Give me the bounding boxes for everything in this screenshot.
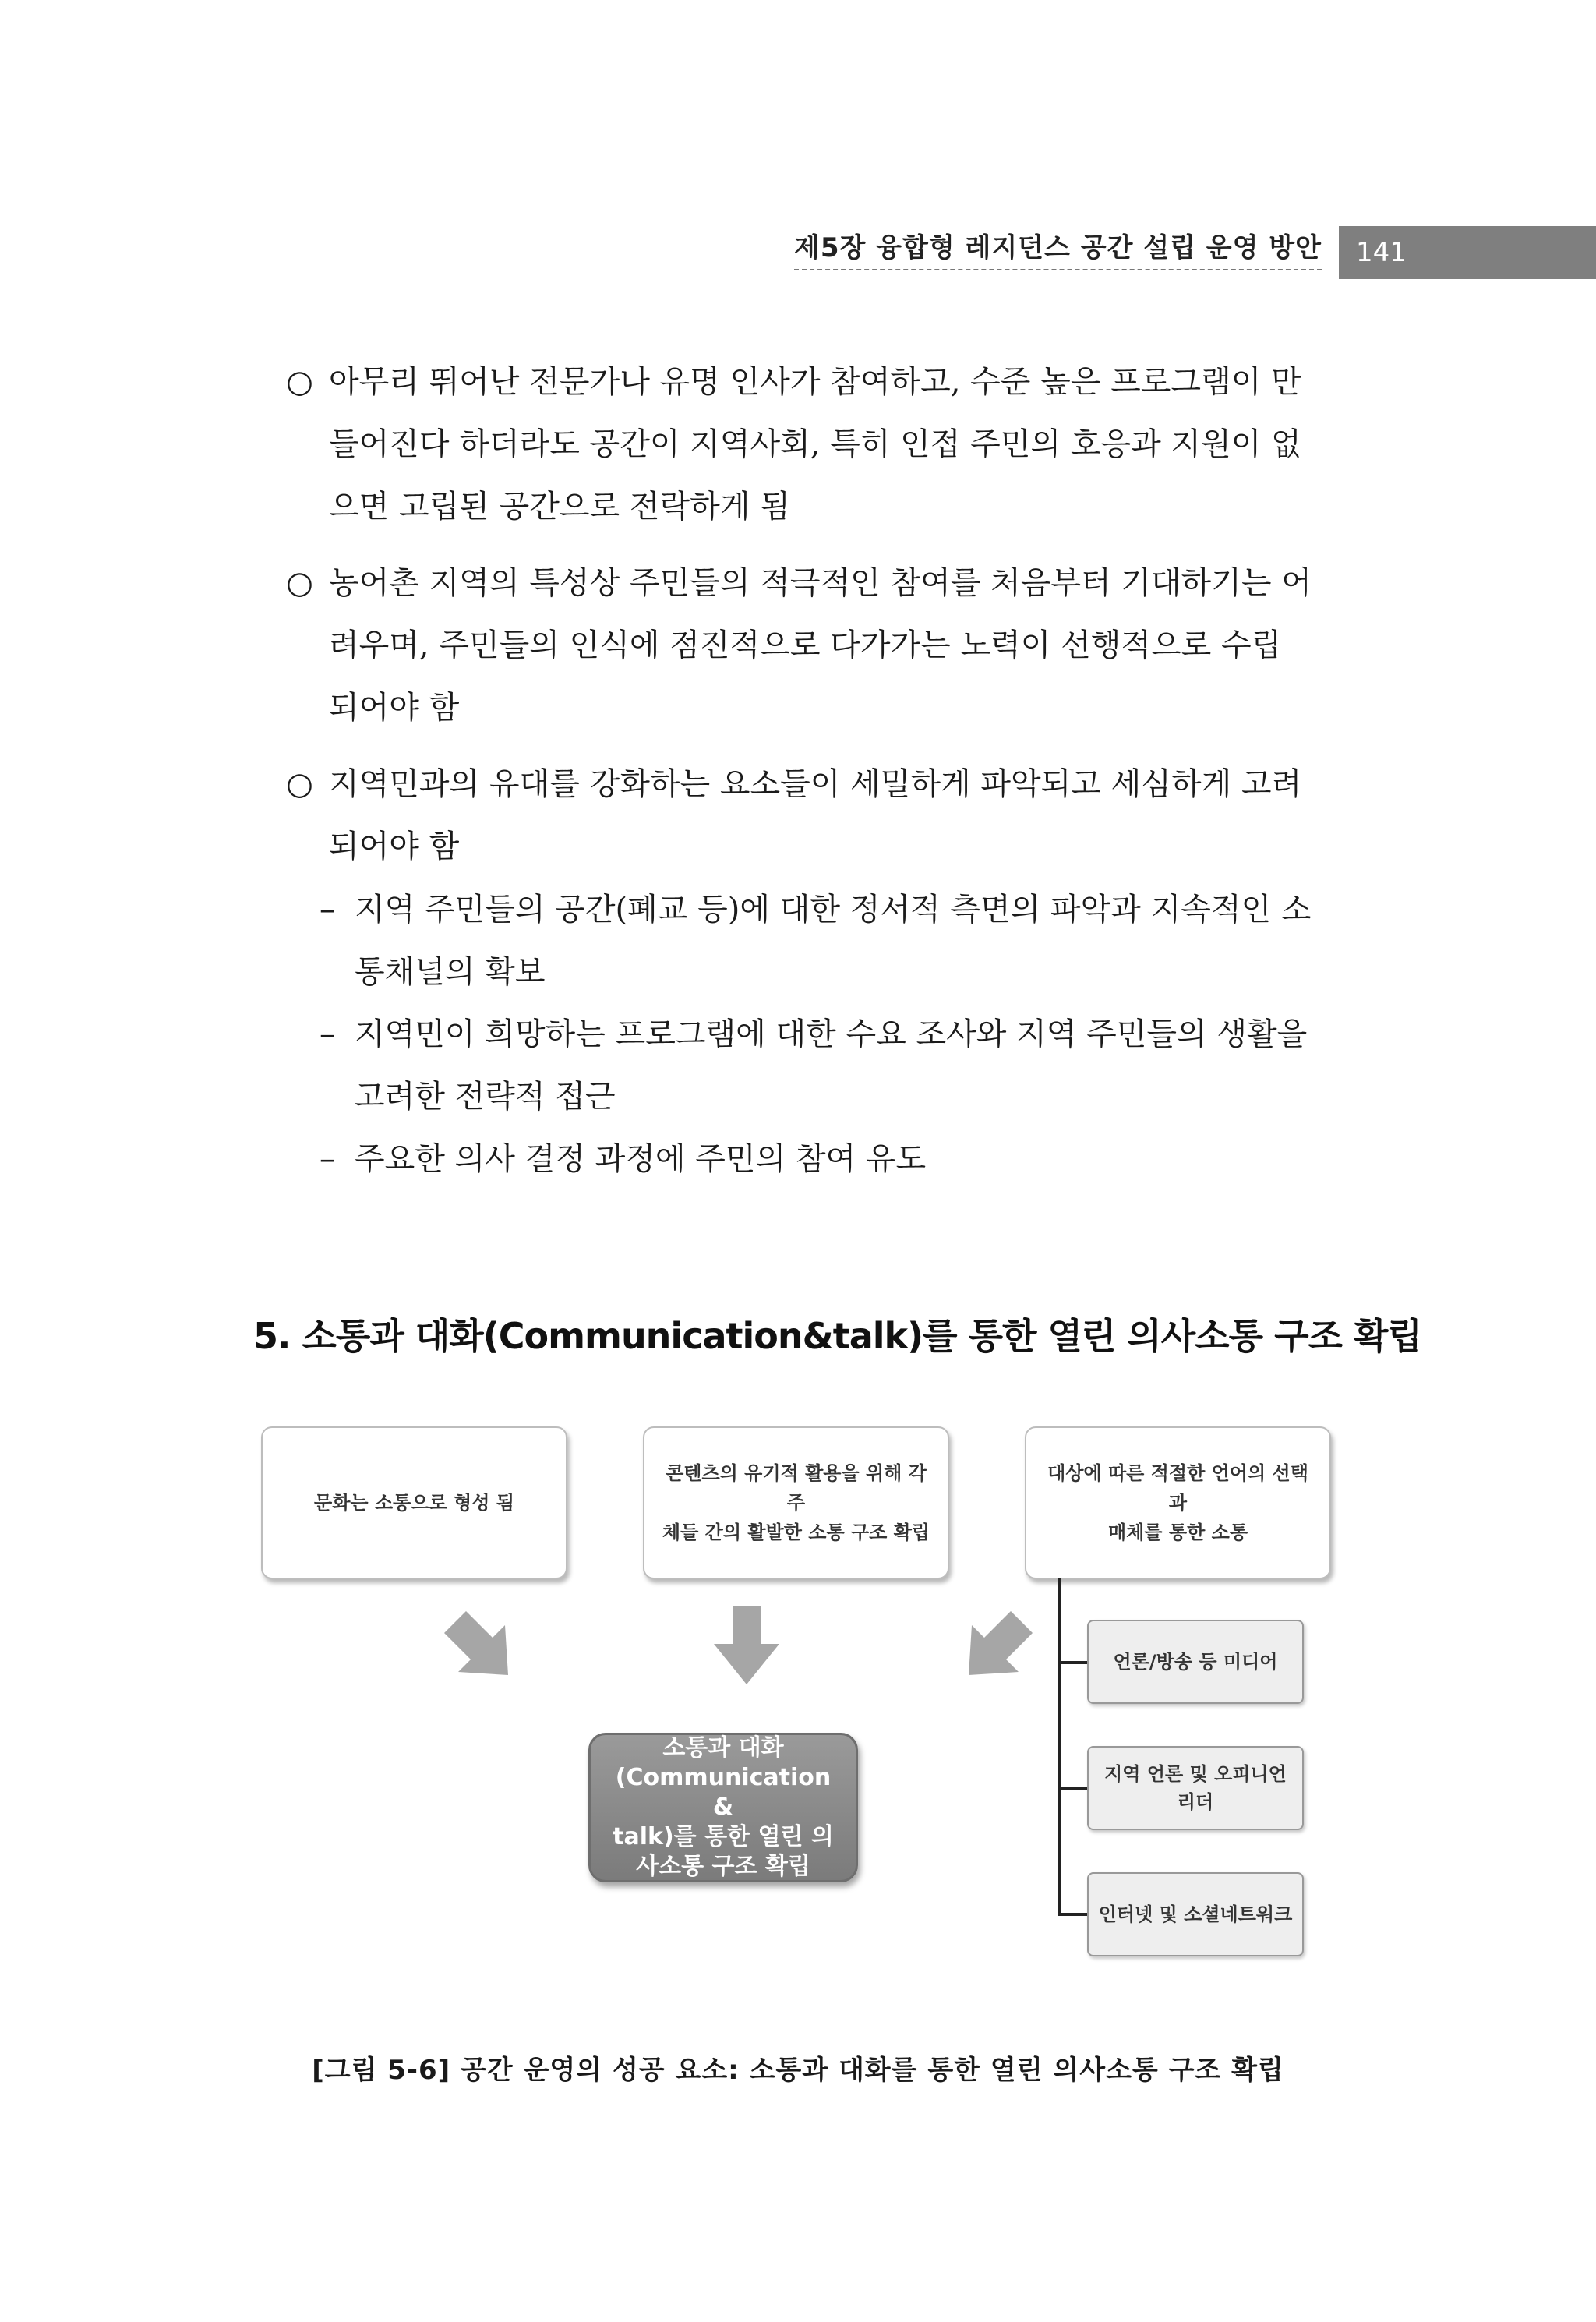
dash-item-1 [320, 878, 1338, 1003]
center-box-line-2: (Communication & [615, 1764, 832, 1821]
dash-bullet-icon: – [320, 1141, 335, 1177]
center-box-line-1: 소통과 대화 [662, 1734, 784, 1762]
bullet-2-line-3: 되어야 함 [329, 690, 460, 726]
bullet-paragraph-1 [286, 351, 1338, 538]
sub-box-internet [1087, 1872, 1304, 1956]
page-number: 141 [1339, 226, 1596, 279]
bullet-3-line-2: 되어야 함 [329, 829, 460, 864]
communication-diagram [257, 1423, 1333, 1968]
figure-caption: [그림 5-6] 공간 운영의 성공 요소: 소통과 대화를 통한 열린 의사소통 구조 확립 [312, 2055, 1284, 2086]
top-box-3-line-2: 매체를 통한 소통 [1108, 1521, 1248, 1543]
arrow-down-icon [708, 1603, 786, 1689]
circle-bullet-icon: ○ [286, 565, 313, 601]
dash-1-line-1: 지역 주민들의 공간(폐교 등)에 대한 정서적 측면의 파악과 지속적인 소 [355, 892, 1312, 928]
bullet-1-line-3: 으면 고립된 공간으로 전락하게 됨 [329, 489, 790, 525]
dash-1-line-2: 통채널의 확보 [355, 954, 546, 990]
dash-bullet-icon: – [320, 1016, 335, 1052]
top-box-1-line-1: 문화는 소통으로 형성 됨 [314, 1492, 514, 1514]
dash-2-line-1: 지역민이 희망하는 프로그램에 대한 수요 조사와 지역 주민들의 생활을 [355, 1016, 1308, 1052]
top-box-2-line-1: 콘텐츠의 유기적 활용을 위해 각 주 [666, 1462, 927, 1514]
bullet-1-line-2: 들어진다 하더라도 공간이 지역사회, 특히 인접 주민의 호응과 지원이 없 [329, 426, 1301, 462]
top-box-2-line-2: 체들 간의 활발한 소통 구조 확립 [662, 1521, 930, 1543]
top-box-3-line-1: 대상에 따른 적절한 언어의 선택과 [1047, 1462, 1308, 1514]
bullet-2-line-1: 농어촌 지역의 특성상 주민들의 적극적인 참여를 처음부터 기대하기는 어 [329, 565, 1312, 601]
top-box-culture [261, 1426, 567, 1579]
bullet-paragraph-3 [286, 753, 1338, 878]
circle-bullet-icon: ○ [286, 766, 313, 802]
arrow-down-left-icon [955, 1603, 1040, 1689]
center-box-communication [588, 1733, 858, 1882]
sub-box-1-line-1: 언론/방송 등 미디어 [1113, 1651, 1278, 1673]
sub-box-media [1087, 1620, 1304, 1704]
center-box-line-4: 사소통 구조 확립 [636, 1853, 810, 1880]
arrow-down-right-icon [436, 1603, 522, 1689]
running-header-title: 제5장 융합형 레지던스 공간 설립 운영 방안 [794, 226, 1322, 270]
bullet-1-line-1: 아무리 뛰어난 전문가나 유명 인사가 참여하고, 수준 높은 프로그램이 만 [329, 364, 1301, 400]
center-box-line-3: talk)를 통한 열린 의 [613, 1823, 834, 1850]
bullet-2-line-2: 려우며, 주민들의 인식에 점진적으로 다가가는 노력이 선행적으로 수립 [329, 627, 1282, 663]
dash-2-line-2: 고려한 전략적 접근 [355, 1079, 616, 1115]
sub-box-2-line-1: 지역 언론 및 오피니언 [1104, 1763, 1287, 1785]
bullet-paragraph-2 [286, 552, 1338, 739]
dash-3-line-1: 주요한 의사 결정 과정에 주민의 참여 유도 [355, 1141, 927, 1177]
dash-item-3 [320, 1128, 1338, 1190]
dash-bullet-icon: – [320, 892, 335, 928]
top-box-language [1025, 1426, 1331, 1579]
circle-bullet-icon: ○ [286, 364, 313, 400]
sub-box-3-line-1: 인터넷 및 소셜네트워크 [1098, 1903, 1293, 1925]
bullet-3-line-1: 지역민과의 유대를 강화하는 요소들이 세밀하게 파악되고 세심하게 고려 [329, 766, 1302, 802]
sub-box-local-press [1087, 1746, 1304, 1830]
sub-box-2-line-2: 리더 [1177, 1791, 1214, 1813]
top-box-content [643, 1426, 949, 1579]
section-heading: 5. 소통과 대화(Communication&talk)를 통한 열린 의사소통 구조 확립 [253, 1315, 1421, 1357]
dash-item-2 [320, 1003, 1338, 1128]
